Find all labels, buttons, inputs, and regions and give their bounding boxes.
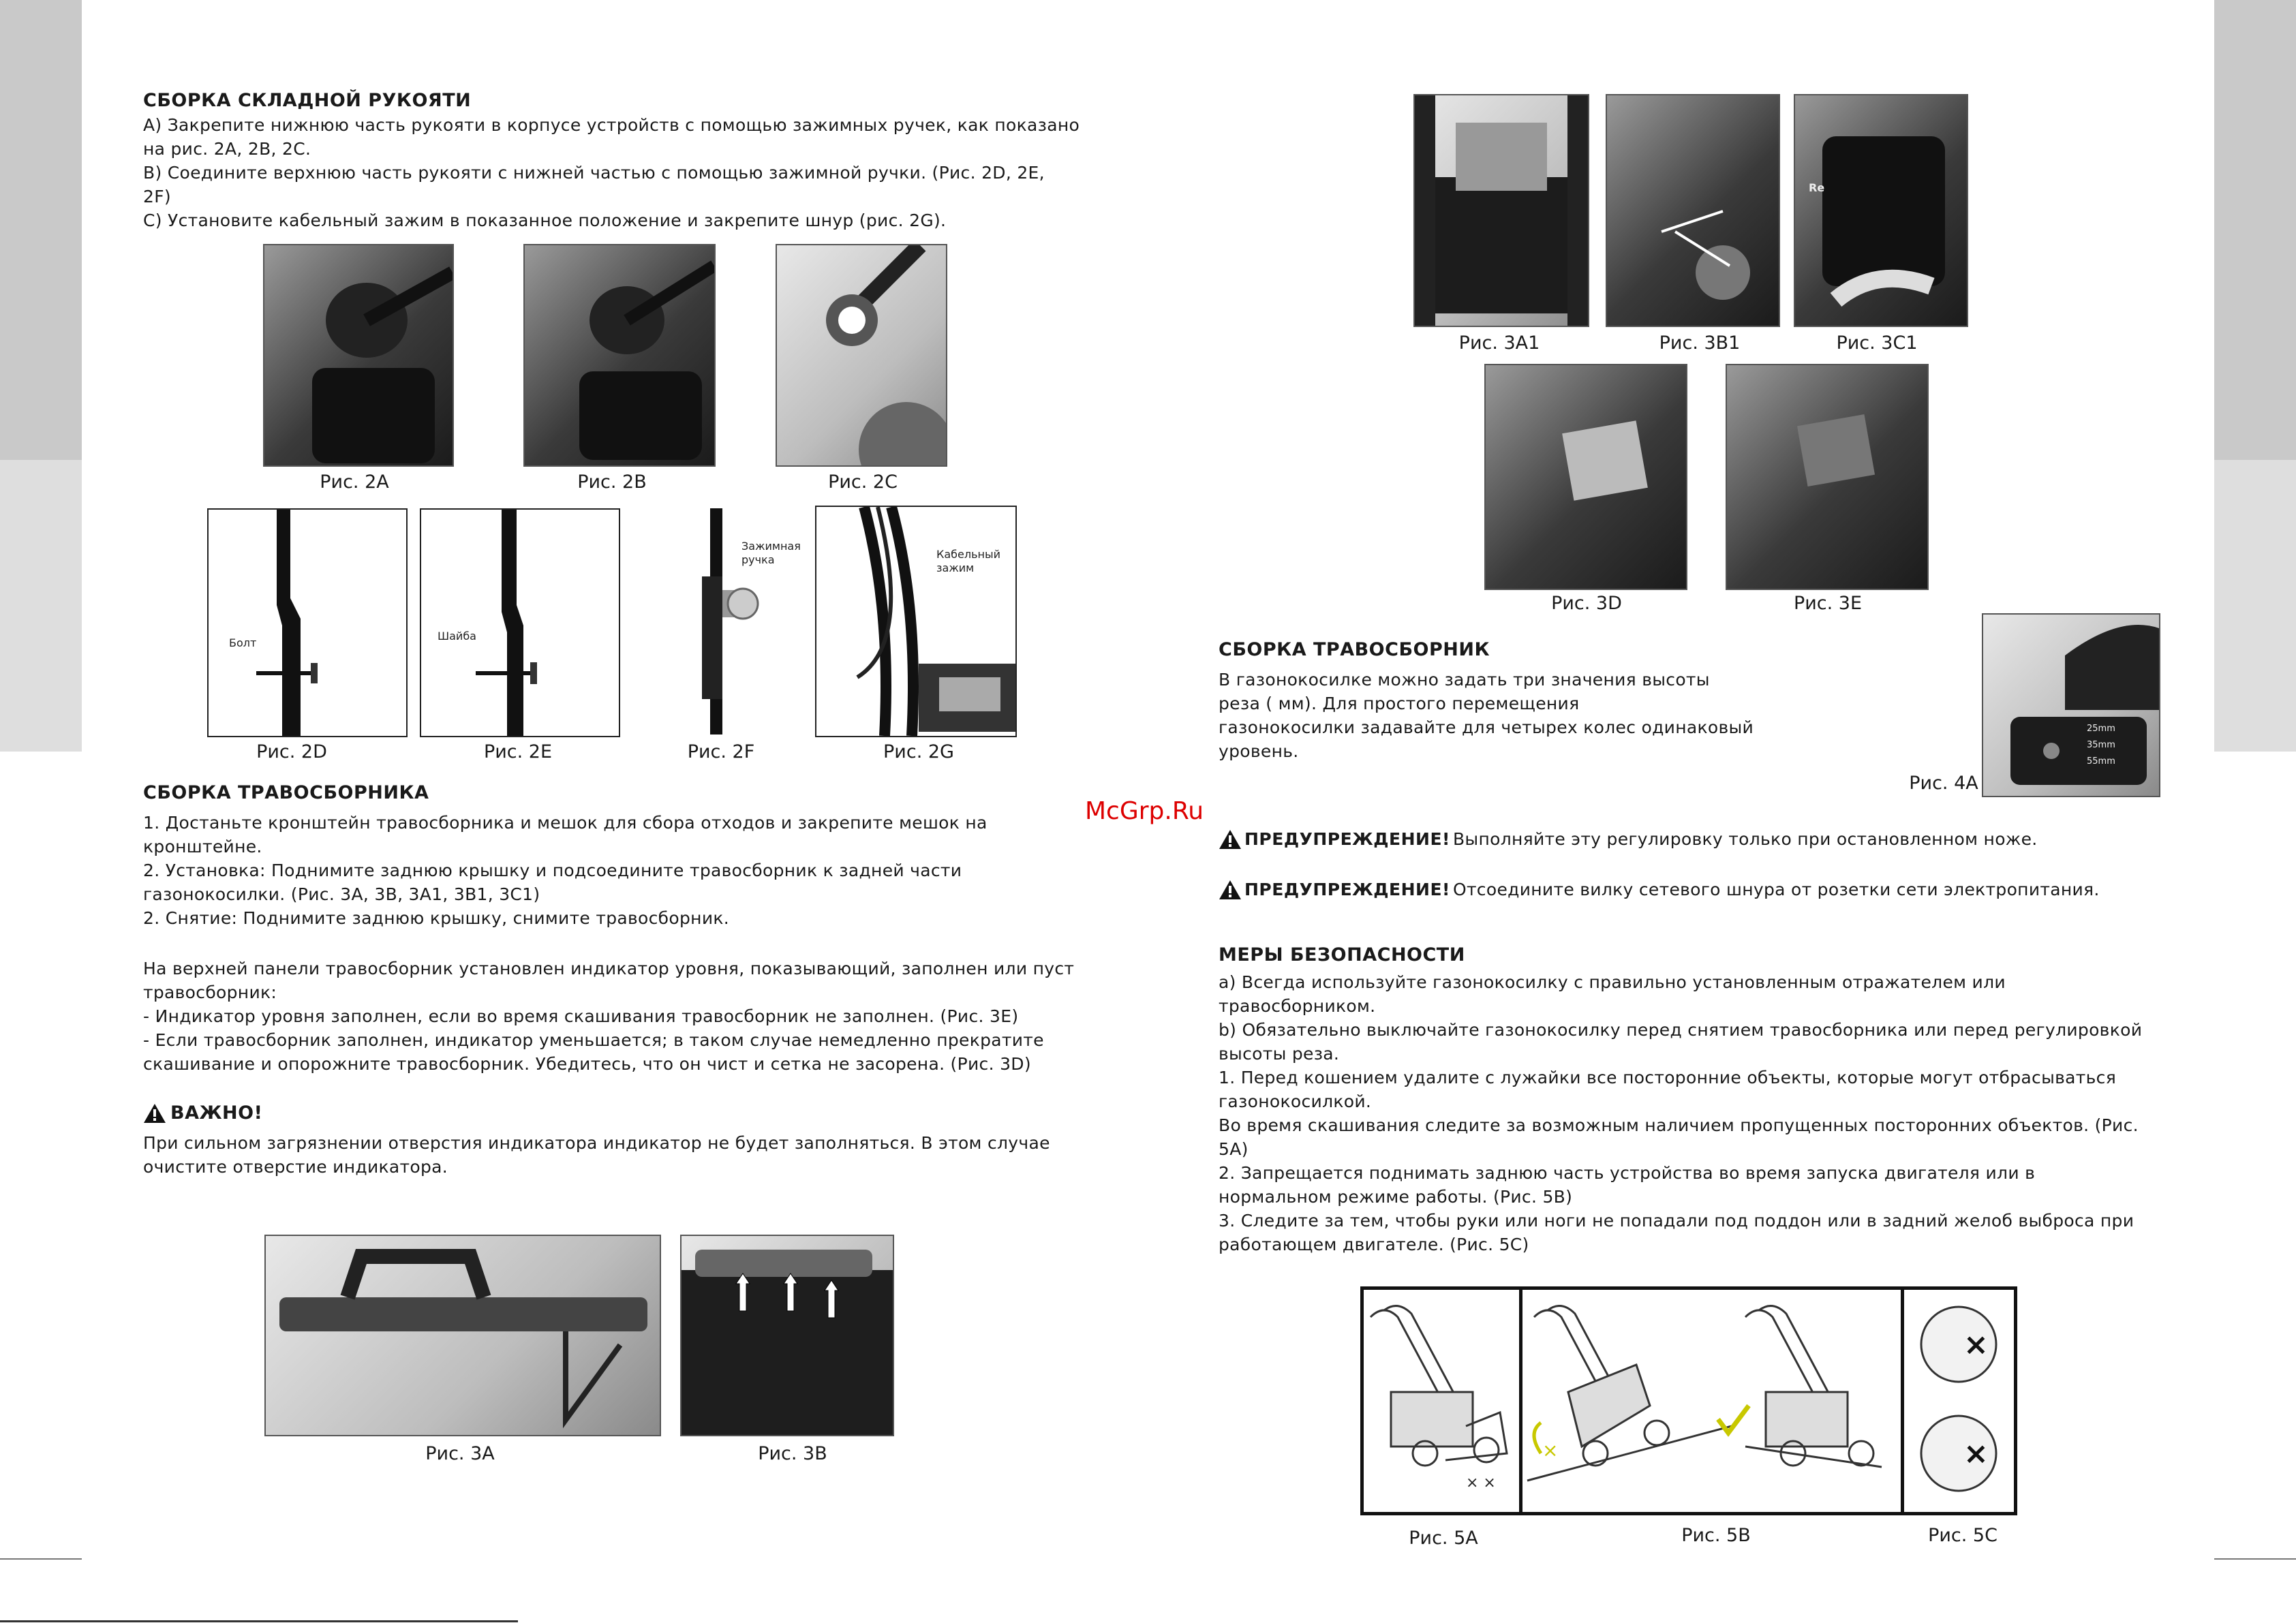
- caption-fig-3e: Рис. 3E: [1793, 593, 1863, 614]
- text-line: травосборник:: [143, 983, 277, 1002]
- caption-fig-2f: Рис. 2F: [687, 741, 755, 762]
- grass-catcher-instructions: [143, 811, 988, 930]
- right-edge-bar-top: [2214, 0, 2296, 460]
- text-line: b) Обязательно выключайте газонокосилку перед снятием травосборника или перед регулировкой: [1219, 1020, 2143, 1040]
- level-indicator-empty-illustration: [1486, 365, 1686, 589]
- text-line: на рис. 2A, 2B, 2C.: [143, 139, 311, 159]
- text-line: уровень.: [1219, 741, 1299, 761]
- caption-fig-3d: Рис. 3D: [1551, 593, 1622, 614]
- text-line: A) Закрепите нижнюю часть рукояти в корпусе устройств с помощью зажимных ручек, как показано: [143, 115, 1080, 135]
- photo-fig-3b: [680, 1235, 894, 1436]
- text-line: B) Соедините верхнюю часть рукояти с нижней частью с помощью зажимной ручки. (Рис. 2D, 2E,: [143, 163, 1045, 183]
- caption-fig-5a: Рис. 5A: [1409, 1528, 1478, 1549]
- text-line: 5A): [1219, 1139, 1249, 1159]
- section-heading-safety: МЕРЫ БЕЗОПАСНОСТИ: [1219, 944, 1465, 965]
- caption-fig-4a: Рис. 4A: [1909, 773, 1978, 794]
- warning-1: [1219, 827, 2038, 851]
- label-line: Зажимная: [741, 540, 801, 553]
- text-line: травосборником.: [1219, 996, 1376, 1016]
- text-line: 1. Достаньте кронштейн травосборника и мешок для сбора отходов и закрепите мешок на: [143, 813, 988, 833]
- text-line: газонокосилки задавайте для четырех колес одинаковый: [1219, 717, 1754, 737]
- text-line: 3. Следите за тем, чтобы руки или ноги не попадали под поддон или в задний желоб выброса при: [1219, 1211, 2134, 1231]
- bottom-rule: [0, 1620, 518, 1622]
- photo-fig-2b: [523, 244, 716, 467]
- handle-mount-illustration: [525, 245, 714, 465]
- height-55: 55mm: [2087, 756, 2115, 767]
- text-line: работающем двигателе. (Рис. 5C): [1219, 1235, 1529, 1254]
- photo-fig-3e: [1726, 364, 1929, 590]
- caption-fig-5b: Рис. 5B: [1681, 1525, 1751, 1546]
- safety-text: [1219, 970, 2142, 1256]
- cable-clamp-drawing: [816, 507, 1015, 736]
- height-35: 35mm: [2087, 740, 2115, 750]
- section-heading-cut-height: СБОРКА ТРАВОСБОРНИК: [1219, 639, 1490, 660]
- text-line: - Индикатор уровня заполнен, если во время скашивания травосборник не заполнен. (Рис. 3E): [143, 1006, 1019, 1026]
- text-line: высоты реза.: [1219, 1044, 1340, 1064]
- label-washer: Шайба: [438, 630, 476, 643]
- catcher-remove-illustration: [1795, 95, 1967, 326]
- caption-fig-3b: Рис. 3B: [758, 1443, 827, 1464]
- caption-fig-2d: Рис. 2D: [256, 741, 327, 762]
- level-indicator-text: [143, 957, 1074, 1076]
- warning-icon: [1219, 829, 1242, 850]
- drawing-fig-2f: [675, 508, 801, 735]
- photo-label: Re: [1809, 181, 1825, 194]
- text-line: кронштейне.: [143, 837, 262, 856]
- warning-text: Отсоедините вилку сетевого шнура от розетки сети электропитания.: [1452, 880, 2100, 899]
- catcher-frame-illustration: [266, 1236, 660, 1435]
- caption-fig-2a: Рис. 2A: [320, 472, 389, 493]
- drawing-fig-2e: [420, 508, 620, 737]
- label-line: ручка: [741, 553, 775, 566]
- text-line: a) Всегда используйте газонокосилку с правильно установленным отражателем или: [1219, 972, 2006, 992]
- caption-fig-2b: Рис. 2B: [577, 472, 647, 493]
- caption-fig-3b1: Рис. 3B1: [1659, 333, 1741, 354]
- text-line: 2. Установка: Поднимите заднюю крышку и подсоедините травосборник к задней части: [143, 861, 962, 880]
- handle-instructions: [143, 113, 1080, 232]
- left-edge-bar-bottom: [0, 460, 82, 752]
- svg-text:×: ×: [1963, 1436, 1989, 1471]
- drawing-fig-2d: [207, 508, 408, 737]
- caption-fig-3a1: Рис. 3A1: [1458, 333, 1540, 354]
- handle-bolt-drawing: [209, 510, 406, 736]
- knob-illustration: [777, 245, 946, 465]
- right-footer-line: [2214, 1558, 2296, 1560]
- photo-fig-3a: [264, 1235, 661, 1436]
- height-25: 25mm: [2087, 724, 2115, 734]
- svg-text:× ×: × ×: [1466, 1474, 1496, 1491]
- caption-fig-2c: Рис. 2C: [828, 472, 898, 493]
- photo-fig-2c: [776, 244, 947, 467]
- caption-fig-3a: Рис. 3A: [425, 1443, 495, 1464]
- warning-icon: [143, 1103, 166, 1124]
- label-bolt: Болт: [229, 636, 257, 649]
- text-line: газонокосилки. (Рис. 3A, 3B, 3A1, 3B1, 3C1): [143, 884, 540, 904]
- handle-washer-drawing: [421, 510, 619, 736]
- height-adjust-illustration: [1983, 615, 2159, 796]
- section-heading-grass-catcher: СБОРКА ТРАВОСБОРНИКА: [143, 782, 429, 803]
- warning-title: ПРЕДУПРЕЖДЕНИЕ!: [1244, 829, 1450, 849]
- text-line: 2. Запрещается поднимать заднюю часть устройства во время запуска двигателя или в: [1219, 1163, 2036, 1183]
- text-line: скашивание и опорожните травосборник. Убедитесь, что он чист и сетка не засорена. (Рис. 3D): [143, 1054, 1031, 1074]
- label-line: зажим: [936, 561, 975, 574]
- photo-fig-3b1: [1606, 94, 1780, 327]
- photo-fig-3a1: [1413, 94, 1589, 327]
- caption-fig-5c: Рис. 5C: [1928, 1525, 1997, 1546]
- caption-fig-2g: Рис. 2G: [883, 741, 954, 762]
- photo-fig-2a: [263, 244, 454, 467]
- warning-2: [1219, 878, 2100, 901]
- text-line: Во время скашивания следите за возможным наличием пропущенных посторонних объектов. (Рис.: [1219, 1115, 2139, 1135]
- text-line: 2F): [143, 187, 171, 206]
- rear-cover-illustration: [1415, 95, 1588, 326]
- text-line: В газонокосилке можно задать три значения высоты: [1219, 670, 1710, 690]
- text-line: очистите отверстие индикатора.: [143, 1157, 448, 1177]
- photo-fig-3d: [1484, 364, 1687, 590]
- photo-fig-3c1: [1794, 94, 1968, 327]
- safety-diagram: [1360, 1286, 2017, 1515]
- warning-title: ПРЕДУПРЕЖДЕНИЕ!: [1244, 880, 1450, 899]
- important-text: [143, 1131, 1050, 1179]
- photo-fig-4a: [1982, 613, 2160, 797]
- left-footer-line: [0, 1558, 82, 1560]
- text-line: нормальном режиме работы. (Рис. 5B): [1219, 1187, 1573, 1207]
- right-edge-bar-bottom: [2214, 460, 2296, 752]
- caption-fig-2e: Рис. 2E: [483, 741, 553, 762]
- caption-fig-3c1: Рис. 3C1: [1836, 333, 1918, 354]
- watermark: McGrp.Ru: [1085, 797, 1204, 825]
- label-line: Кабельный: [936, 548, 1001, 561]
- important-title: ВАЖНО!: [170, 1102, 263, 1124]
- cut-height-text: [1219, 668, 1754, 763]
- catcher-attach-illustration: [1607, 95, 1779, 326]
- mower-safety-drawing: [1364, 1290, 2014, 1512]
- catcher-bag-illustration: [682, 1236, 893, 1435]
- label-cable-clamp: [936, 548, 1000, 575]
- text-line: газонокосилкой.: [1219, 1092, 1372, 1111]
- text-line: 2. Снятие: Поднимите заднюю крышку, снимите травосборник.: [143, 908, 730, 928]
- text-line: На верхней панели травосборник установлен индикатор уровня, показывающий, заполнен или пуст: [143, 959, 1075, 978]
- important-heading: [143, 1102, 262, 1124]
- text-line: реза ( мм). Для простого перемещения: [1219, 694, 1580, 713]
- svg-text:×: ×: [1963, 1327, 1989, 1362]
- handle-mount-illustration: [264, 245, 453, 465]
- left-edge-bar-top: [0, 0, 82, 460]
- text-line: - Если травосборник заполнен, индикатор уменьшается; в таком случае немедленно прекратите: [143, 1030, 1044, 1050]
- level-indicator-full-illustration: [1727, 365, 1927, 589]
- text-line: C) Установите кабельный зажим в показанное положение и закрепите шнур (рис. 2G).: [143, 211, 947, 230]
- text-line: 1. Перед кошением удалите с лужайки все посторонние объекты, которые могут отбрасываться: [1219, 1068, 2117, 1087]
- warning-text: Выполняйте эту регулировку только при остановленном ноже.: [1452, 829, 2038, 849]
- label-knob: [741, 540, 801, 567]
- warning-icon: [1219, 880, 1242, 900]
- text-line: При сильном загрязнении отверстия индикатора индикатор не будет заполняться. В этом случае: [143, 1133, 1050, 1153]
- svg-text:×: ×: [1542, 1439, 1559, 1462]
- section-heading-handle: СБОРКА СКЛАДНОЙ РУКОЯТИ: [143, 90, 472, 111]
- drawing-fig-2g: [815, 506, 1017, 737]
